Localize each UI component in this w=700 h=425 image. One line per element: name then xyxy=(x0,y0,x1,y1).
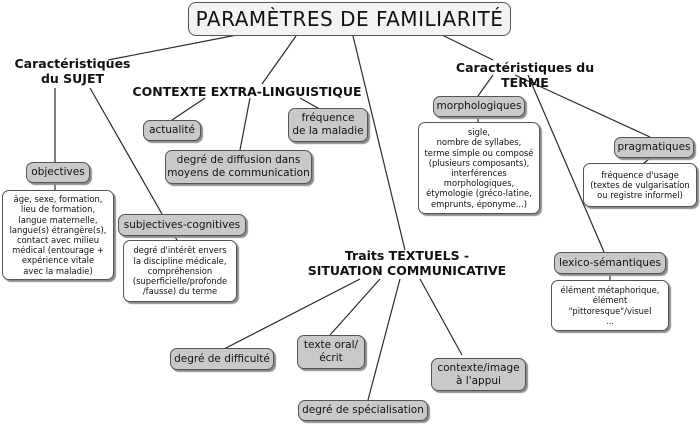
node-objectives-label: objectives xyxy=(31,166,85,178)
node-subjectives-cognitives xyxy=(118,214,246,236)
node-contexte-image xyxy=(431,358,526,391)
node-actualite xyxy=(143,120,201,141)
desc-objectives xyxy=(2,190,114,280)
link-title-terme xyxy=(440,34,493,60)
heading-textuels xyxy=(298,248,516,278)
desc-morphologiques-text: sigle, nombre de syllabes, terme simple ou composé (plusieurs composants), interférences morphologiques, étymologie (gréco-latine, emprunts, éponyme...) xyxy=(424,127,534,209)
node-lexico-semantiques xyxy=(554,252,666,274)
diagram-title xyxy=(188,2,511,36)
desc-lexico-text: élément métaphorique, élément "pittoresque"/visuel ... xyxy=(560,285,660,326)
heading-sujet-text: Caractéristiques du SUJET xyxy=(14,56,131,86)
node-subjectives-label: subjectives-cognitives xyxy=(123,218,241,231)
node-difficulte xyxy=(170,348,274,370)
link-title-textuels xyxy=(353,36,405,250)
node-texte-oral-ecrit xyxy=(297,335,365,369)
node-specialisation-label: degré de spécialisation xyxy=(302,404,424,416)
heading-sujet xyxy=(10,56,135,86)
node-diffusion-label: degré de diffusion dans moyens de communication xyxy=(167,154,310,179)
link-contexte-actualite xyxy=(172,98,205,120)
node-pragmatiques-label: pragmatiques xyxy=(617,141,691,153)
link-textuels-contexte xyxy=(420,279,462,355)
desc-subjectives-text: degré d'intérêt envers la discipline médicale, compréhension (superficielle/profonde /fausse) du terme xyxy=(132,245,228,297)
heading-contexte xyxy=(128,84,366,99)
node-objectives xyxy=(26,162,90,183)
heading-terme-text: Caractéristiques du TERME xyxy=(455,60,595,90)
node-oral-label: texte oral/ écrit xyxy=(303,339,359,364)
desc-objectives-text: âge, sexe, formation, lieu de formation, langue maternelle, langue(s) étrangère(s), contact avec milieu médical (entourage + expérience vitale avec la maladie) xyxy=(9,194,107,276)
node-actualite-label: actualité xyxy=(149,124,195,136)
node-morphologiques-label: morphologiques xyxy=(436,100,522,112)
node-frequence-label: fréquence de la maladie xyxy=(292,112,364,137)
link-textuels-specialisation xyxy=(368,279,400,400)
heading-terme xyxy=(430,60,620,90)
link-title-contexte xyxy=(262,36,296,84)
link-contexte-diffusion xyxy=(240,98,250,150)
desc-morphologiques xyxy=(418,122,540,214)
desc-lexico-semantiques xyxy=(551,280,669,331)
diagram-title-text: PARAMÈTRES DE FAMILIARITÉ xyxy=(195,7,504,31)
node-pragmatiques xyxy=(614,137,694,158)
node-diffusion xyxy=(165,150,312,184)
node-frequence-maladie xyxy=(288,108,368,142)
node-difficulte-label: degré de difficulté xyxy=(174,352,270,365)
heading-contexte-text: CONTEXTE EXTRA-LINGUISTIQUE xyxy=(132,84,362,99)
node-contexte-image-label: contexte/image à l'appui xyxy=(437,361,520,387)
node-lexico-label: lexico-sémantiques xyxy=(558,256,662,269)
desc-subjectives-cognitives xyxy=(123,240,237,302)
heading-textuels-text: Traits TEXTUELS - SITUATION COMMUNICATIVE xyxy=(307,248,507,278)
node-specialisation xyxy=(298,400,428,421)
link-textuels-oral xyxy=(330,279,380,335)
desc-pragmatiques xyxy=(583,163,697,207)
desc-pragmatiques-text: fréquence d'usage (textes de vulgarisation ou registre informel) xyxy=(590,169,690,201)
node-morphologiques xyxy=(433,96,525,117)
